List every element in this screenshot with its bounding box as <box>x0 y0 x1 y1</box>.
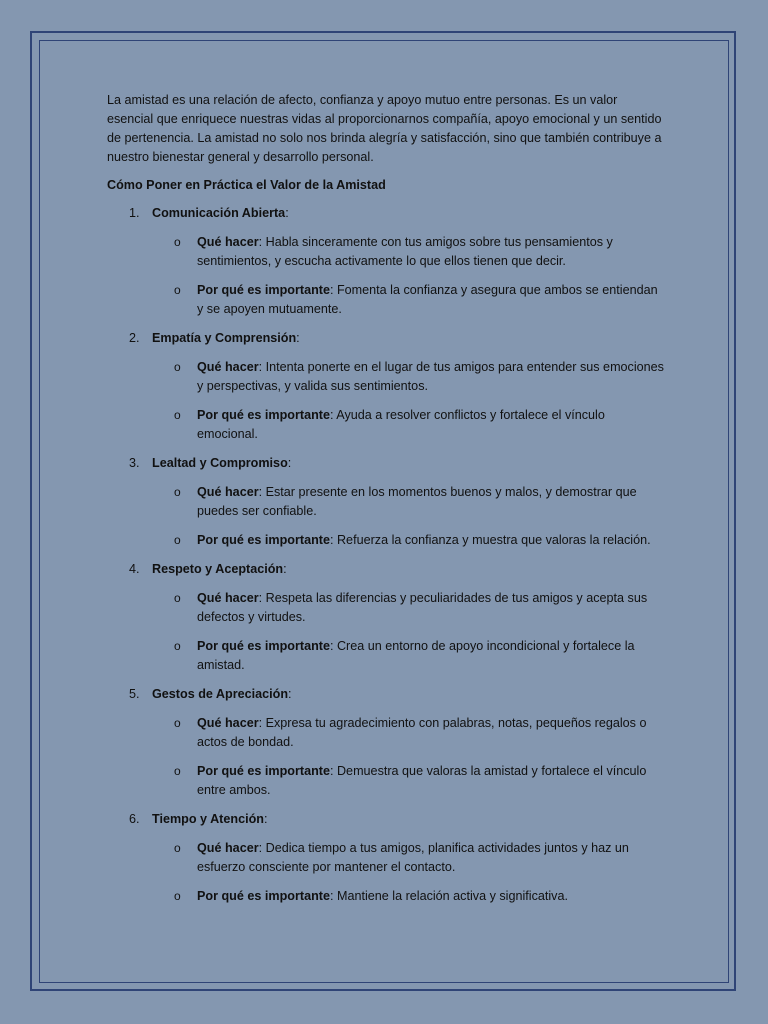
item-number: 5. <box>129 687 140 701</box>
sub-item-what-to-do <box>107 839 667 877</box>
item-title-colon: : <box>287 456 292 470</box>
bullet-icon: o <box>174 889 181 903</box>
item-title-text: Lealtad y Compromiso <box>152 456 288 470</box>
sub-item-what-to-do <box>107 358 667 396</box>
bullet-icon: o <box>174 764 181 778</box>
why-important-label: Por qué es importante <box>197 533 330 547</box>
item-title <box>107 810 667 829</box>
why-important-label: Por qué es importante <box>197 283 330 297</box>
item-title <box>107 329 667 348</box>
bullet-icon: o <box>174 533 181 547</box>
why-important-text: : Refuerza la confianza y muestra que valoras la relación. <box>329 533 651 547</box>
why-important-text: : Fomenta la confianza y asegura que ambos se entiendan y se apoyen mutuamente. <box>197 283 658 316</box>
item-number: 2. <box>129 331 140 345</box>
what-to-do-text: : Expresa tu agradecimiento con palabras, notas, pequeños regalos o actos de bondad. <box>197 716 647 749</box>
sub-item-why-important <box>107 637 667 675</box>
sub-item-why-important <box>107 406 667 444</box>
item-title-text: Comunicación Abierta <box>152 206 286 220</box>
bullet-icon: o <box>174 360 181 374</box>
bullet-icon: o <box>174 408 181 422</box>
document-body <box>107 91 667 916</box>
why-important-label: Por qué es importante <box>197 639 330 653</box>
sub-list <box>107 839 667 906</box>
sub-list <box>107 358 667 444</box>
bullet-icon: o <box>174 639 181 653</box>
why-important-text: : Ayuda a resolver conflictos y fortalece el vínculo emocional. <box>197 408 605 441</box>
bullet-icon: o <box>174 591 181 605</box>
why-important-label: Por qué es importante <box>197 408 330 422</box>
item-title-text: Respeto y Aceptación <box>152 562 284 576</box>
what-to-do-label: Qué hacer <box>197 360 259 374</box>
why-important-text: : Crea un entorno de apoyo incondicional y fortalece la amistad. <box>197 639 635 672</box>
bullet-icon: o <box>174 485 181 499</box>
list-item <box>107 560 667 675</box>
item-title-colon: : <box>285 206 289 220</box>
list-item <box>107 454 667 550</box>
item-number: 6. <box>129 812 140 826</box>
sub-item-what-to-do <box>107 483 667 521</box>
list-item <box>107 685 667 800</box>
list-item <box>107 810 667 906</box>
sub-list <box>107 589 667 675</box>
sub-item-why-important <box>107 281 667 319</box>
item-title <box>107 685 667 704</box>
what-to-do-text: : Respeta las diferencias y peculiaridades de tus amigos y acepta sus defectos y virtudes. <box>197 591 648 624</box>
what-to-do-label: Qué hacer <box>197 716 259 730</box>
section-heading: Cómo Poner en Práctica el Valor de la Amistad <box>107 178 386 192</box>
sub-item-what-to-do <box>107 714 667 752</box>
bullet-icon: o <box>174 716 181 730</box>
what-to-do-text: : Habla sinceramente con tus amigos sobre tus pensamientos y sentimientos, y escucha activamente lo que ellos tienen que decir. <box>197 235 613 268</box>
list-item <box>107 204 667 319</box>
sub-item-why-important <box>107 887 667 906</box>
what-to-do-label: Qué hacer <box>197 841 259 855</box>
bullet-icon: o <box>174 235 181 249</box>
what-to-do-label: Qué hacer <box>197 591 259 605</box>
why-important-text: : Demuestra que valoras la amistad y fortalece el vínculo entre ambos. <box>197 764 647 797</box>
practice-list <box>107 204 667 906</box>
item-title-colon: : <box>288 687 292 701</box>
item-title-text: Empatía y Comprensión <box>152 331 297 345</box>
item-number: 1. <box>129 206 140 220</box>
what-to-do-text: : Dedica tiempo a tus amigos, planifica actividades juntos y haz un esfuerzo consciente por mantener el contacto. <box>197 841 629 874</box>
item-number: 3. <box>129 456 140 470</box>
why-important-label: Por qué es importante <box>197 764 330 778</box>
item-title-text: Tiempo y Atención <box>152 812 264 826</box>
item-title-text: Gestos de Apreciación <box>152 687 289 701</box>
what-to-do-label: Qué hacer <box>197 235 259 249</box>
what-to-do-text: : Estar presente en los momentos buenos y malos, y demostrar que puedes ser confiable. <box>197 485 637 518</box>
item-title <box>107 454 667 473</box>
sub-item-why-important <box>107 762 667 800</box>
bullet-icon: o <box>174 283 181 297</box>
item-title <box>107 204 667 223</box>
item-title <box>107 560 667 579</box>
why-important-label: Por qué es importante <box>197 889 330 903</box>
intro-paragraph: La amistad es una relación de afecto, confianza y apoyo mutuo entre personas. Es un valor esencial que enriquece nuestras vidas al proporcionarnos compañía, apoyo emocional y un sentido de pertenencia. La amistad no solo nos brinda alegría y satisfacción, sino que también contribuye a nuestro bienestar general y desarrollo personal. <box>107 93 662 164</box>
item-title-colon: : <box>283 562 287 576</box>
sub-list <box>107 714 667 800</box>
what-to-do-label: Qué hacer <box>197 485 259 499</box>
item-title-colon: : <box>296 331 300 345</box>
item-number: 4. <box>129 562 140 576</box>
sub-item-what-to-do <box>107 589 667 627</box>
why-important-text: : Mantiene la relación activa y significativa. <box>329 889 568 903</box>
item-title-colon: : <box>263 812 268 826</box>
what-to-do-text: : Intenta ponerte en el lugar de tus amigos para entender sus emociones y perspectivas, y valida sus sentimientos. <box>197 360 664 393</box>
list-item <box>107 329 667 444</box>
sub-list <box>107 233 667 319</box>
sub-item-why-important <box>107 531 667 550</box>
sub-item-what-to-do <box>107 233 667 271</box>
sub-list <box>107 483 667 550</box>
bullet-icon: o <box>174 841 181 855</box>
